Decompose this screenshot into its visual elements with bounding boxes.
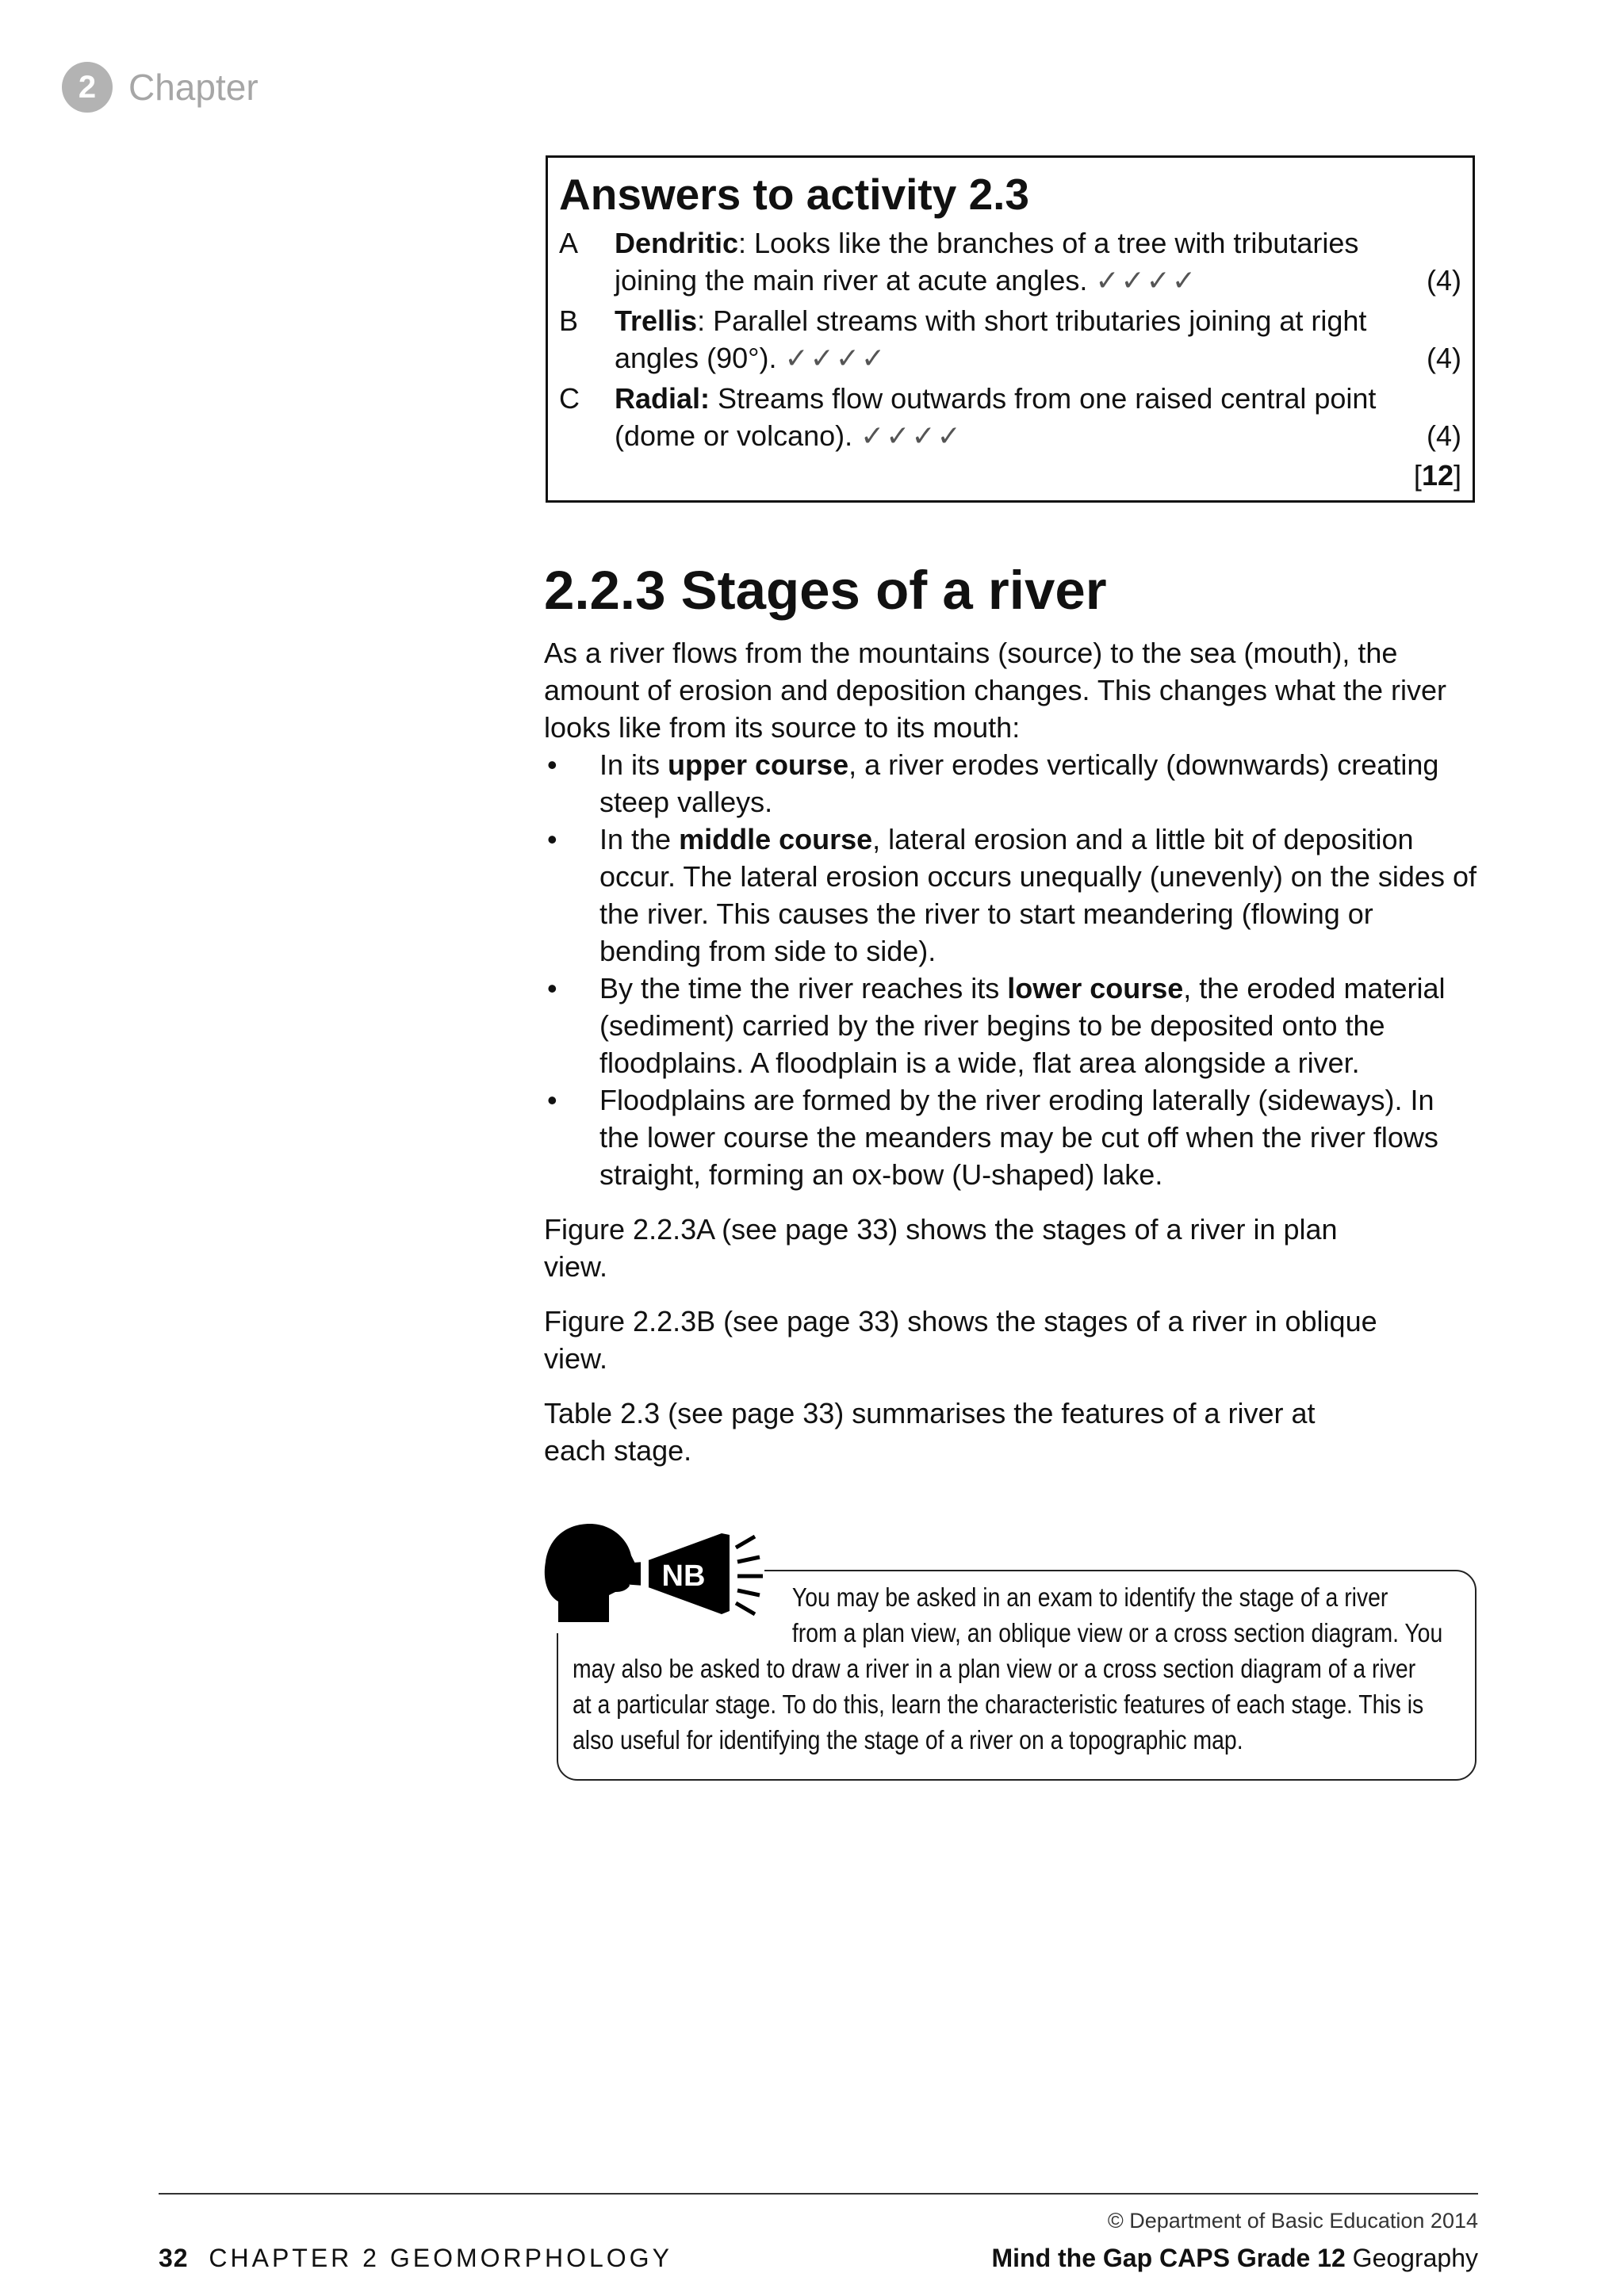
answer-marks: (4) — [1427, 264, 1461, 297]
answers-total: [12] — [1413, 459, 1461, 492]
answer-item — [559, 302, 1461, 377]
chapter-tag — [62, 62, 259, 113]
answer-text: joining the main river at acute angles. — [615, 264, 1096, 297]
answer-text: : Parallel streams with short tributaries joining at right — [697, 304, 1367, 337]
answer-text: : Looks like the branches of a tree with tributaries — [738, 227, 1359, 259]
stages-list — [544, 746, 1480, 1193]
answers-box — [546, 155, 1475, 503]
chapter-number-badge: 2 — [62, 62, 113, 113]
nb-note-text: You may be asked in an exam to identify the stage of a river from a plan view, an oblique view or a cross section diagram. You may also be asked to draw a river in a plan view or a cross section diagram of a river at a particular stage. To do this, learn the characteristic features of each stage. This is also useful for identifying the stage of a river on a topographic map. — [573, 1582, 1443, 1755]
answer-text: angles (90°). — [615, 342, 785, 374]
tick-marks: ✓✓✓✓ — [784, 342, 887, 374]
intro-paragraph: As a river flows from the mountains (source) to the sea (mouth), the amount of erosion and deposition changes. This changes what the river looks like from its source to its mouth: — [544, 637, 1447, 744]
table-paragraph: Table 2.3 (see page 33) summarises the features of a river at each stage. — [544, 1397, 1316, 1467]
answer-letter: A — [559, 227, 579, 259]
footer-divider — [159, 2193, 1478, 2195]
footer-chapter-label: CHAPTER 2 GEOMORPHOLOGY — [209, 2244, 672, 2272]
list-item: • In the middle course, lateral erosion and a little bit of deposition occur. The lateral erosion occurs unequally (unevenly) on the sides of the river. This causes the river to start meandering (flowing or bending from side to side). — [547, 823, 1477, 967]
copyright-notice: © Department of Basic Education 2014 — [1107, 2209, 1478, 2233]
figure-a-paragraph: Figure 2.2.3A (see page 33) shows the stages of a river in plan view. — [544, 1213, 1338, 1283]
answer-term: Dendritic — [615, 227, 739, 259]
answer-letter: C — [559, 382, 580, 415]
answer-marks: (4) — [1427, 419, 1461, 452]
answer-letter: B — [559, 304, 579, 337]
section-title: 2.2.3 Stages of a river — [544, 560, 1107, 621]
answer-marks: (4) — [1427, 342, 1461, 374]
answer-term: Radial: — [615, 382, 710, 415]
answer-text: (dome or volcano). — [615, 419, 861, 452]
answer-item — [559, 380, 1461, 454]
list-item: • By the time the river reaches its lower course, the eroded material (sediment) carried by the river begins to be deposited onto the floodplains. A floodplain is a wide, flat area alongside a river. — [547, 972, 1446, 1079]
answer-text: Streams flow outwards from one raised central point — [710, 382, 1377, 415]
list-item: • In its upper course, a river erodes vertically (downwards) creating steep valleys. — [547, 748, 1439, 818]
list-item: • Floodplains are formed by the river eroding laterally (sideways). In the lower course the meanders may be cut off when the river flows straight, forming an ox-bow (U-shaped) lake. — [547, 1084, 1438, 1191]
tick-marks: ✓✓✓✓ — [860, 419, 963, 452]
footer-book-title: Mind the Gap CAPS Grade 12 Geography — [991, 2244, 1478, 2272]
page-number: 32 — [159, 2244, 189, 2272]
answer-item — [559, 224, 1461, 299]
chapter-label: Chapter — [128, 67, 259, 108]
tick-marks: ✓✓✓✓ — [1095, 264, 1197, 297]
section-body — [544, 634, 1480, 1469]
nb-icon-label: NB — [661, 1559, 706, 1593]
answer-term: Trellis — [615, 304, 698, 337]
figure-b-paragraph: Figure 2.2.3B (see page 33) shows the stages of a river in oblique view. — [544, 1305, 1377, 1375]
answers-title: Answers to activity 2.3 — [559, 170, 1030, 219]
footer-chapter — [159, 2244, 672, 2273]
